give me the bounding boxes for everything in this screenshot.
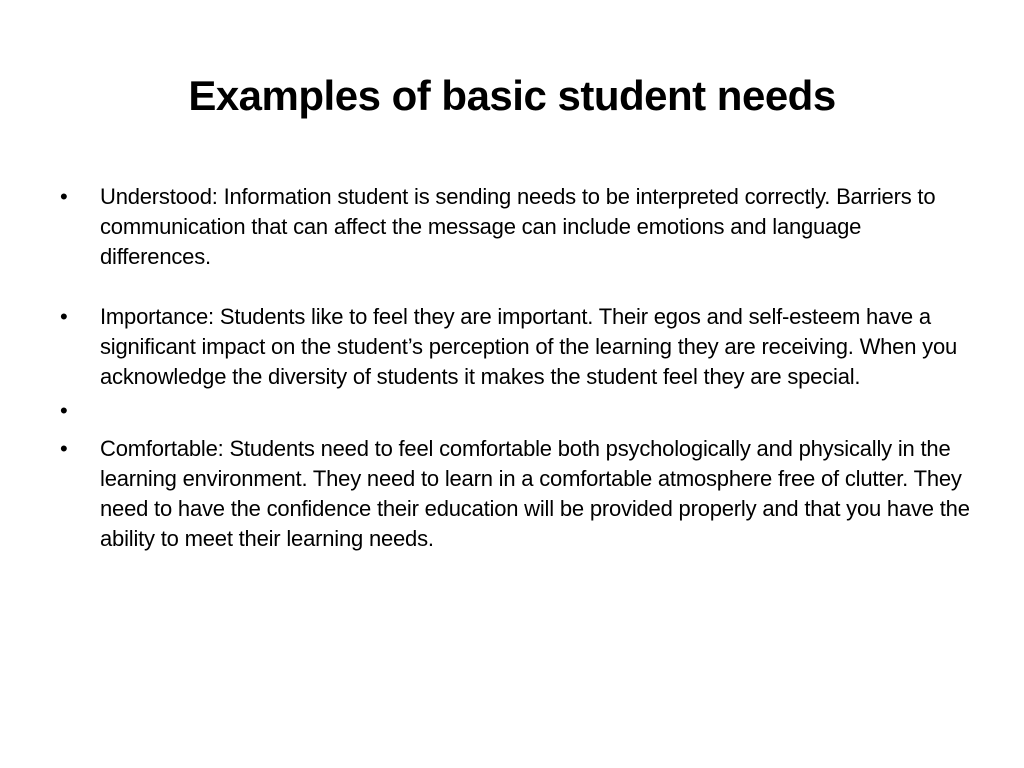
bullet-list: [56, 182, 976, 554]
bullet-text: Comfortable: Students need to feel comfortable both psychologically and physically in the learning environment. They need to learn in a comfortable atmosphere free of clutter. They need to have the confidence their education will be provided properly and that you have the ability to meet their learning needs.: [100, 436, 970, 551]
bullet-dot-icon: •: [60, 184, 68, 209]
bullet-text: Importance: Students like to feel they are important. Their egos and self-esteem have a significant impact on the student’s perception of the learning they are receiving. When you acknowledge the diversity of students it makes the student feel they are special.: [100, 304, 958, 389]
bullet-item-comfortable: [56, 434, 976, 554]
bullet-dot-icon: •: [60, 398, 68, 423]
bullet-item-understood: [56, 182, 976, 272]
slide-title: Examples of basic student needs: [188, 72, 836, 119]
bullet-dot-icon: •: [60, 436, 68, 461]
bullet-item-importance: [56, 302, 976, 392]
bullet-item-empty: [56, 396, 976, 426]
bullet-dot-icon: •: [60, 304, 68, 329]
bullet-text: Understood: Information student is sending needs to be interpreted correctly. Barriers to communication that can affect the message can include emotions and language differences.: [100, 184, 936, 269]
